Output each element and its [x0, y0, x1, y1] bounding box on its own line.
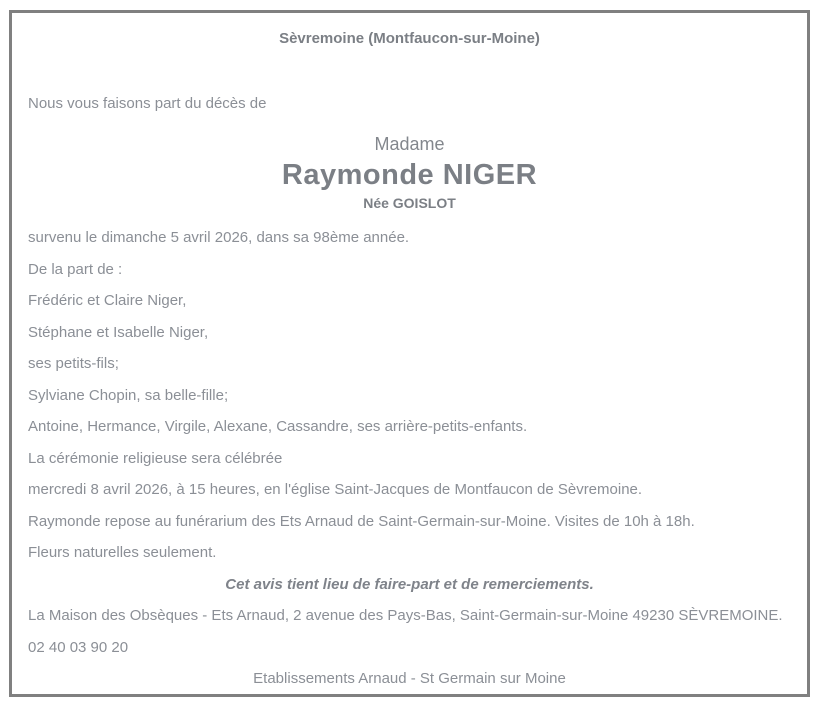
deceased-name: Raymonde NIGER	[281, 159, 538, 191]
maiden-name: Née GOISLOT	[363, 195, 456, 211]
family-line: Stéphane et Isabelle Niger,	[28, 323, 209, 341]
repose-line: Raymonde repose au funérarium des Ets Arnaud de Saint-Germain-sur-Moine. Visites de 10h à 18h.	[28, 512, 695, 530]
death-date-line: survenu le dimanche 5 avril 2026, dans sa 98ème année.	[28, 229, 410, 246]
ceremony-line: La cérémonie religieuse sera célébrée	[28, 449, 283, 467]
notice-body	[28, 222, 791, 695]
family-line: Frédéric et Claire Niger,	[28, 292, 187, 309]
from-line: De la part de :	[28, 260, 123, 278]
flowers-line: Fleurs naturelles seulement.	[28, 544, 217, 561]
family-line: Antoine, Hermance, Virgile, Alexane, Cassandre, ses arrière-petits-enfants.	[28, 418, 528, 435]
notice-statement: Cet avis tient lieu de faire-part et de remerciements.	[225, 575, 594, 593]
footer-line: Etablissements Arnaud - St Germain sur Moine	[253, 670, 566, 687]
funeral-home-line: La Maison des Obsèques - Ets Arnaud, 2 avenue des Pays-Bas, Saint-Germain-sur-Moine 49230 SÈVREMOINE.	[28, 607, 783, 624]
phone-number: 02 40 03 90 20	[28, 638, 129, 656]
death-notice-card	[9, 10, 810, 697]
civility-line: Madame	[374, 134, 445, 154]
intro-line: Nous vous faisons part du décès de	[28, 95, 267, 112]
family-line: ses petits-fils;	[28, 355, 119, 372]
ceremony-line: mercredi 8 avril 2026, à 15 heures, en l'église Saint-Jacques de Montfaucon de Sèvremoine.	[28, 481, 643, 498]
family-line: Sylviane Chopin, sa belle-fille;	[28, 386, 229, 404]
notice-location-header: Sèvremoine (Montfaucon-sur-Moine)	[279, 30, 540, 47]
